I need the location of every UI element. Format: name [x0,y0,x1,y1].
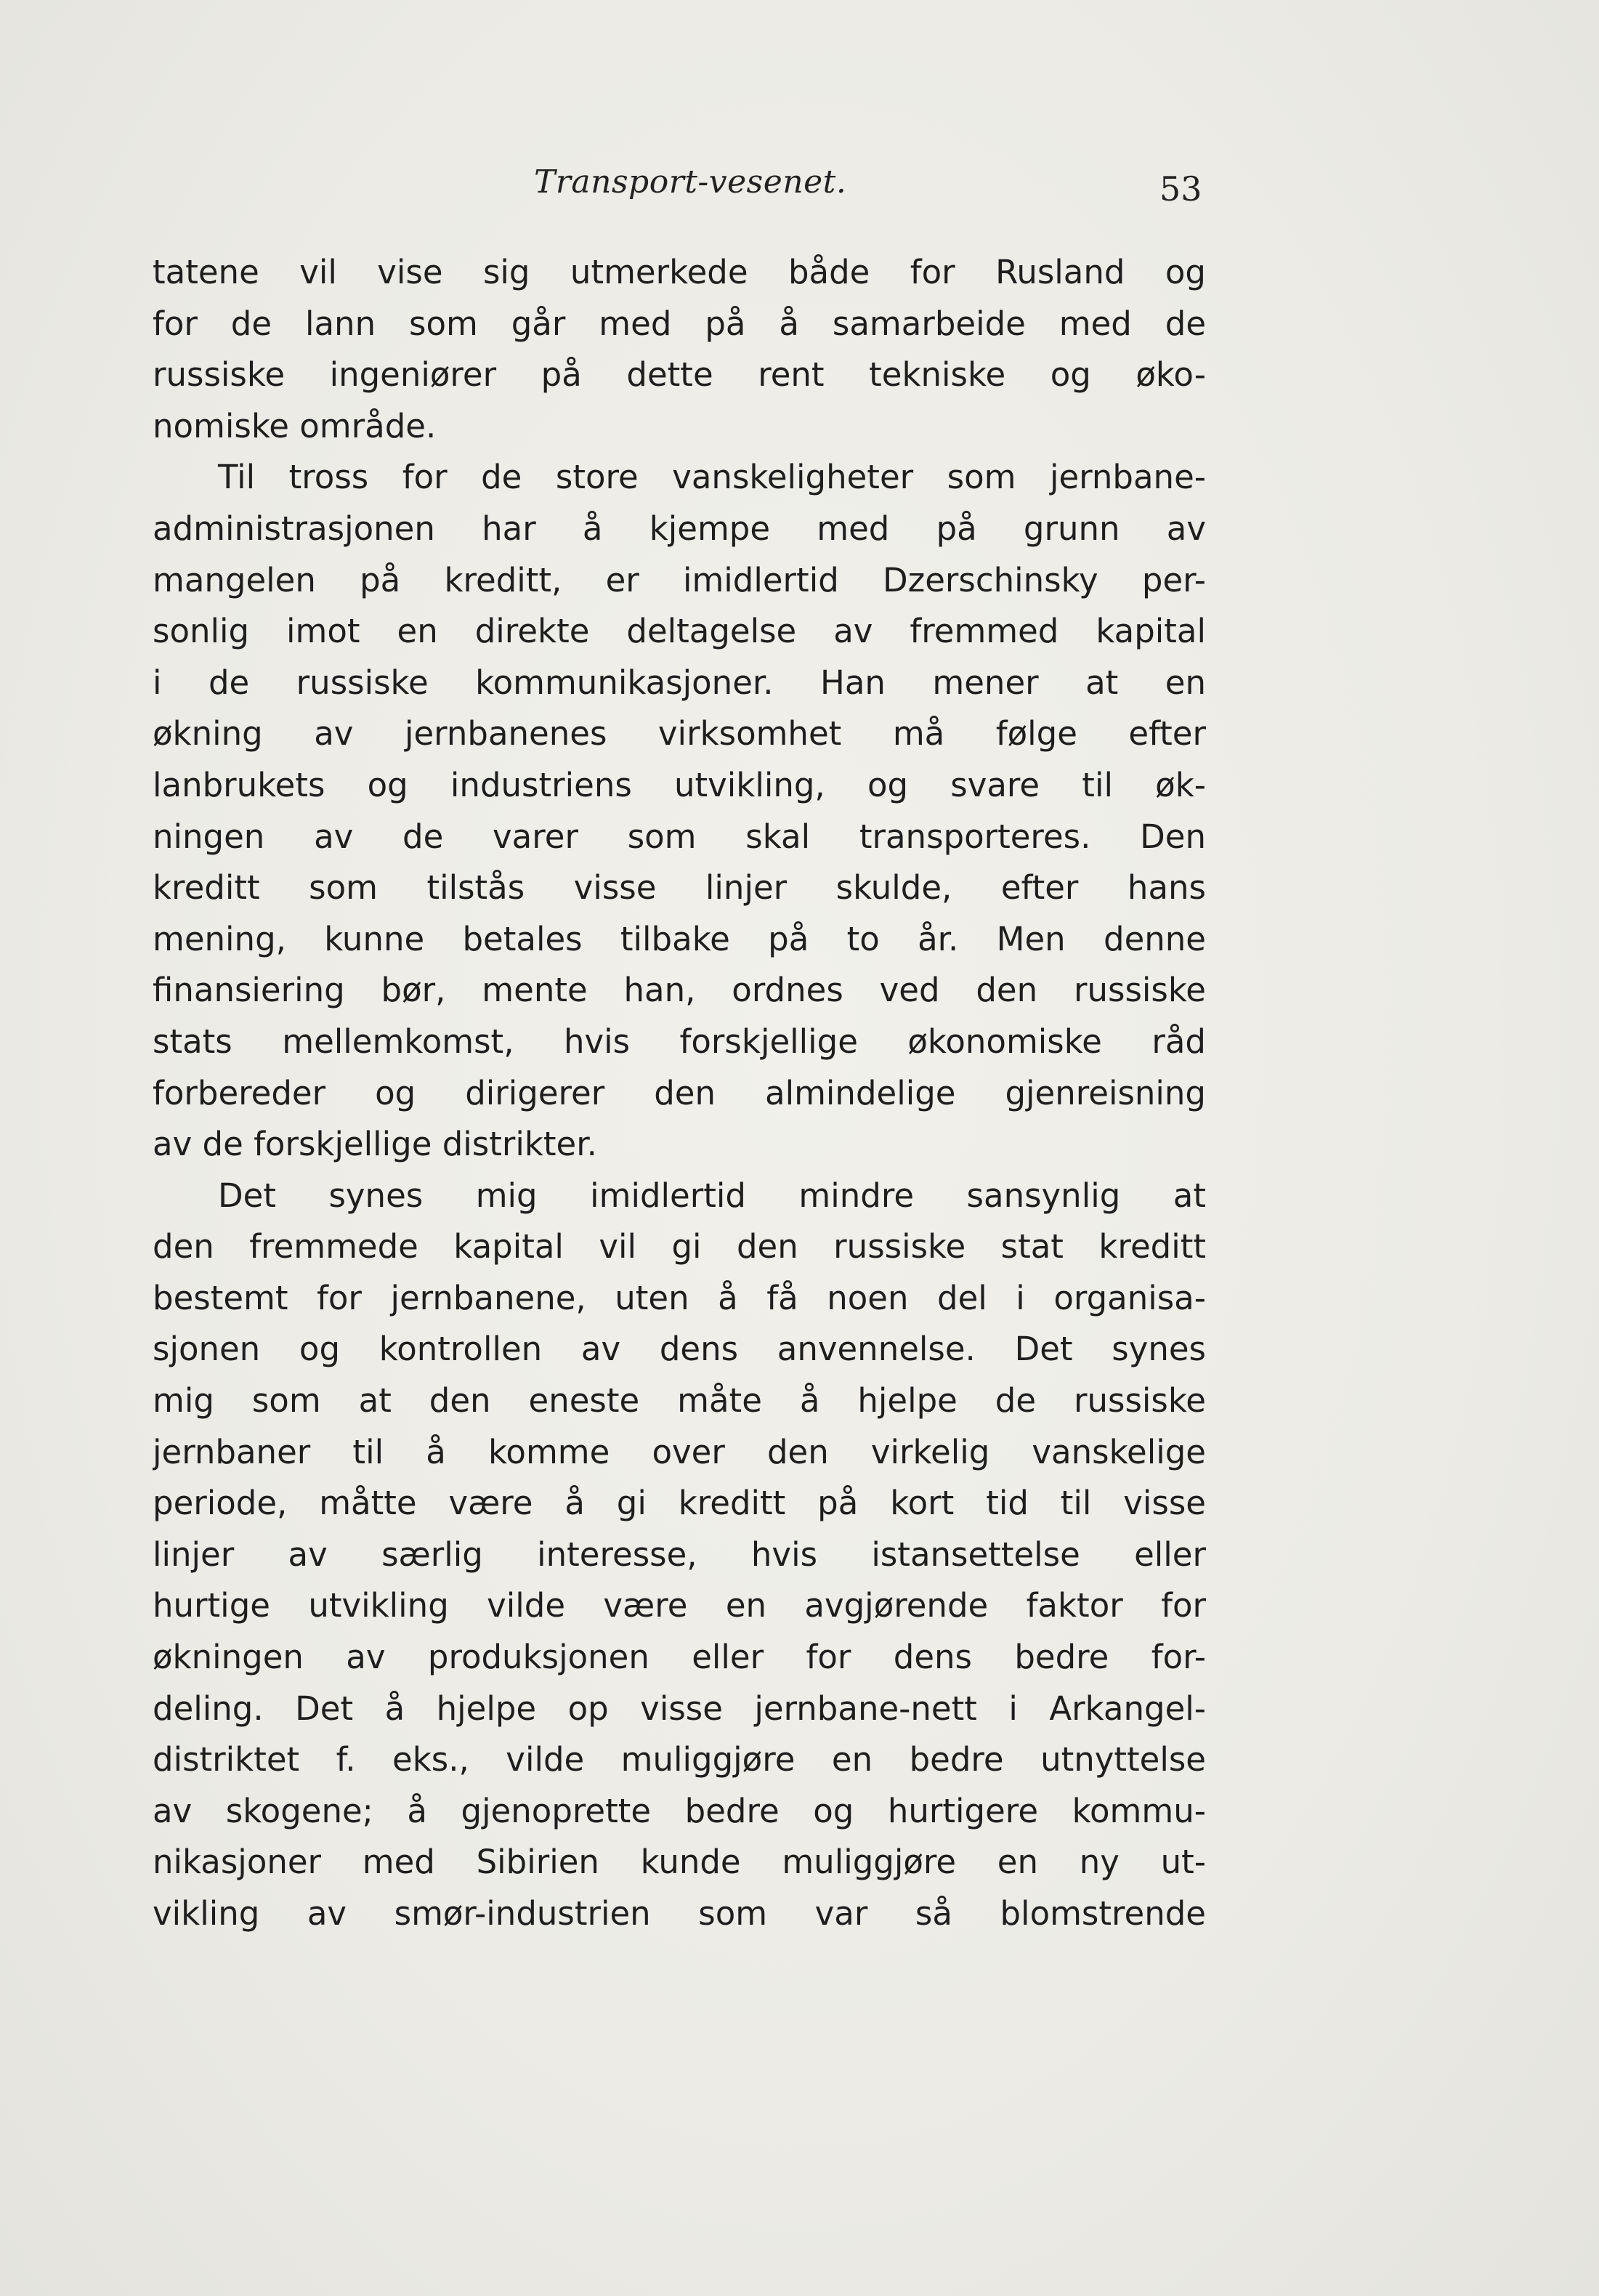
running-title: Transport-vesenet. [534,163,847,201]
paragraph [153,452,1206,1170]
body-text [153,247,1206,1940]
text-line: distriktet f. eks., vilde muliggjøre en bedre utnyttelse [153,1740,1206,1779]
text-line: kreditt som tilstås visse linjer skulde, efter hans [153,868,1206,908]
text-line: ningen av de varer som skal transporteres. Den [153,817,1206,856]
text-line: jernbaner til å komme over den virkelig vanskelige [153,1432,1206,1471]
text-line: periode, måtte være å gi kreditt på kort tid til visse [153,1484,1206,1523]
text-line: den fremmede kapital vil gi den russiske stat kreditt [153,1227,1206,1266]
text-line: administrasjonen har å kjempe med på grunn av [153,509,1206,548]
paragraph [153,1171,1206,1940]
text-line: sonlig imot en direkte deltagelse av fremmed kapital [153,612,1206,651]
text-line: linjer av særlig interesse, hvis istansettelse eller [153,1535,1206,1574]
text-line: Til tross for de store vanskeligheter som jernbane- [218,458,1206,497]
paragraph [153,247,1206,452]
text-line: i de russiske kommunikasjoner. Han mener at en [153,663,1206,702]
text-line: vikling av smør-industrien som var så blomstrende [153,1894,1206,1933]
text-line: finansiering bør, mente han, ordnes ved den russiske [153,971,1206,1010]
text-line: sjonen og kontrollen av dens anvennelse. Det synes [153,1330,1206,1369]
page-number: 53 [1159,169,1202,209]
text-line: av skogene; å gjenoprette bedre og hurtigere kommu- [153,1791,1206,1830]
text-line: stats mellemkomst, hvis forskjellige økonomiske råd [153,1022,1206,1061]
text-line: mening, kunne betales tilbake på to år. Men denne [153,919,1206,958]
text-line: forbereder og dirigerer den almindelige gjenreisning [153,1073,1206,1112]
text-line: deling. Det å hjelpe op visse jernbane-nett i Arkangel- [153,1689,1206,1728]
text-line: hurtige utvikling vilde være en avgjørende faktor for [153,1586,1206,1625]
text-line: mig som at den eneste måte å hjelpe de russiske [153,1381,1206,1420]
text-line: for de lann som går med på å samarbeide med de [153,304,1206,343]
text-line: av de forskjellige distrikter. [153,1125,597,1164]
text-line: økningen av produksjonen eller for dens bedre for- [153,1638,1206,1677]
text-line: økning av jernbanenes virksomhet må følge efter [153,714,1206,753]
text-line: lanbrukets og industriens utvikling, og svare til øk- [153,765,1206,804]
text-line: russiske ingeniører på dette rent tekniske og øko- [153,355,1206,395]
text-line: tatene vil vise sig utmerkede både for Rusland og [153,253,1206,291]
text-line: nomiske område. [153,406,437,445]
text-line: mangelen på kreditt, er imidlertid Dzerschinsky per- [153,560,1206,599]
text-line: Det synes mig imidlertid mindre sansynlig at [218,1176,1206,1215]
text-line: bestemt for jernbanene, uten å få noen del i organisa- [153,1278,1206,1317]
text-line: nikasjoner med Sibirien kunde muliggjøre en ny ut- [153,1843,1206,1882]
page-header [0,163,1599,214]
